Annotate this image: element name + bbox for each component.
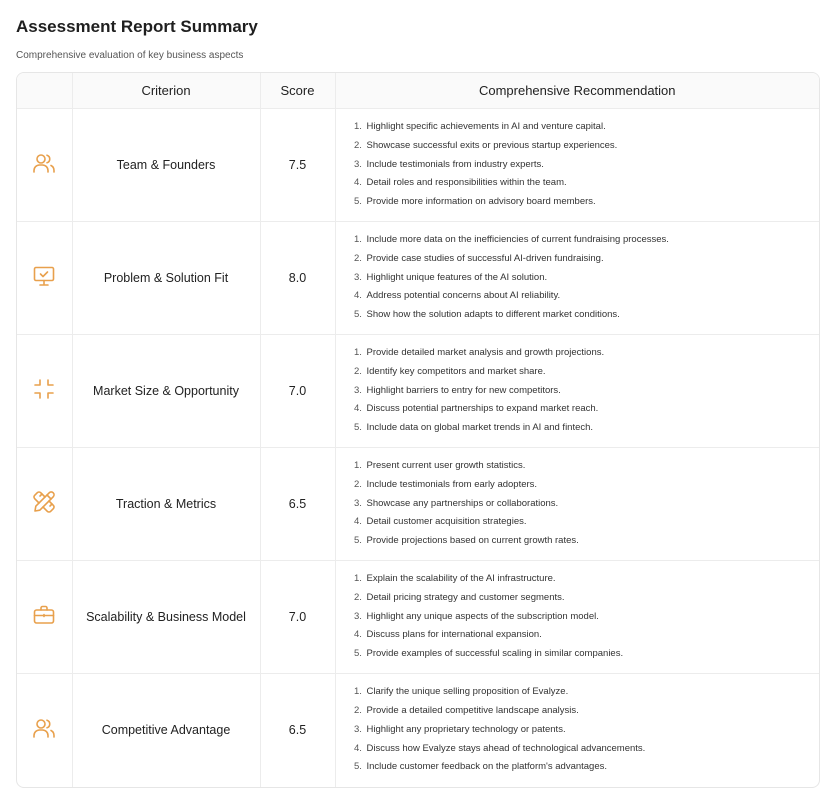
recommendation-item: 2. Showcase successful exits or previous startup experiences. [365, 137, 810, 156]
shrink-icon [32, 388, 56, 405]
recommendation-item: 1. Clarify the unique selling proposition of Evalyze. [365, 683, 810, 702]
presentation-icon [32, 275, 56, 292]
score-cell: 7.0 [260, 561, 335, 674]
score-cell: 7.5 [260, 109, 335, 222]
recommendation-item: 2. Identify key competitors and market share. [365, 363, 810, 382]
recommendation-cell [335, 448, 819, 561]
recommendation-item: 2. Detail pricing strategy and customer segments. [365, 589, 810, 608]
recommendation-item: 5. Include data on global market trends in AI and fintech. [365, 419, 810, 438]
score-cell: 7.0 [260, 335, 335, 448]
row-icon-cell [17, 561, 72, 674]
column-header-criterion: Criterion [72, 73, 260, 109]
recommendation-list [350, 457, 810, 551]
column-header-icon [17, 73, 72, 109]
recommendation-cell [335, 335, 819, 448]
criterion-cell: Traction & Metrics [72, 448, 260, 561]
table-row [17, 109, 819, 222]
recommendation-item: 4. Discuss potential partnerships to expand market reach. [365, 400, 810, 419]
recommendation-item: 4. Detail customer acquisition strategies. [365, 513, 810, 532]
page-subtitle: Comprehensive evaluation of key business aspects [16, 50, 244, 61]
recommendation-item: 1. Present current user growth statistics. [365, 457, 810, 476]
briefcase-icon [32, 614, 56, 631]
recommendation-item: 3. Highlight any proprietary technology or patents. [365, 721, 810, 740]
table-row [17, 561, 819, 674]
score-cell: 6.5 [260, 448, 335, 561]
assessment-table [17, 73, 819, 787]
criterion-cell: Competitive Advantage [72, 674, 260, 787]
column-header-score: Score [260, 73, 335, 109]
score-cell: 6.5 [260, 674, 335, 787]
row-icon-cell [17, 109, 72, 222]
table-row [17, 448, 819, 561]
criterion-cell: Market Size & Opportunity [72, 335, 260, 448]
recommendation-list [350, 683, 810, 777]
criterion-cell: Scalability & Business Model [72, 561, 260, 674]
pencil-ruler-icon [32, 501, 56, 518]
table-header-row [17, 73, 819, 109]
recommendation-item: 3. Highlight barriers to entry for new competitors. [365, 382, 810, 401]
recommendation-cell [335, 222, 819, 335]
row-icon-cell [17, 674, 72, 787]
column-header-recommendation: Comprehensive Recommendation [335, 73, 819, 109]
recommendation-item: 5. Provide more information on advisory board members. [365, 193, 810, 212]
recommendation-list [350, 344, 810, 438]
criterion-cell: Problem & Solution Fit [72, 222, 260, 335]
recommendation-item: 2. Include testimonials from early adopters. [365, 476, 810, 495]
recommendation-item: 4. Detail roles and responsibilities within the team. [365, 174, 810, 193]
page-title: Assessment Report Summary [16, 17, 258, 36]
recommendation-item: 5. Provide examples of successful scaling in similar companies. [365, 645, 810, 664]
recommendation-cell [335, 109, 819, 222]
recommendation-list [350, 231, 810, 325]
row-icon-cell [17, 448, 72, 561]
recommendation-item: 2. Provide case studies of successful AI-driven fundraising. [365, 250, 810, 269]
recommendation-list [350, 570, 810, 664]
recommendation-item: 5. Show how the solution adapts to different market conditions. [365, 306, 810, 325]
recommendation-item: 5. Provide projections based on current growth rates. [365, 532, 810, 551]
recommendation-cell [335, 674, 819, 787]
recommendation-item: 1. Explain the scalability of the AI infrastructure. [365, 570, 810, 589]
recommendation-item: 3. Showcase any partnerships or collaborations. [365, 495, 810, 514]
row-icon-cell [17, 335, 72, 448]
users-icon [32, 162, 56, 179]
row-icon-cell [17, 222, 72, 335]
recommendation-item: 4. Address potential concerns about AI reliability. [365, 287, 810, 306]
recommendation-item: 3. Highlight any unique aspects of the subscription model. [365, 608, 810, 627]
recommendation-item: 3. Highlight unique features of the AI solution. [365, 269, 810, 288]
recommendation-item: 2. Provide a detailed competitive landscape analysis. [365, 702, 810, 721]
assessment-table-card [16, 72, 820, 788]
recommendation-list [350, 118, 810, 212]
table-row [17, 674, 819, 787]
recommendation-item: 1. Provide detailed market analysis and growth projections. [365, 344, 810, 363]
table-row [17, 335, 819, 448]
users-icon [32, 727, 56, 744]
score-cell: 8.0 [260, 222, 335, 335]
table-row [17, 222, 819, 335]
recommendation-item: 4. Discuss plans for international expansion. [365, 626, 810, 645]
criterion-cell: Team & Founders [72, 109, 260, 222]
recommendation-item: 1. Highlight specific achievements in AI and venture capital. [365, 118, 810, 137]
recommendation-cell [335, 561, 819, 674]
recommendation-item: 1. Include more data on the inefficiencies of current fundraising processes. [365, 231, 810, 250]
recommendation-item: 3. Include testimonials from industry experts. [365, 156, 810, 175]
recommendation-item: 4. Discuss how Evalyze stays ahead of technological advancements. [365, 740, 810, 759]
recommendation-item: 5. Include customer feedback on the platform's advantages. [365, 758, 810, 777]
